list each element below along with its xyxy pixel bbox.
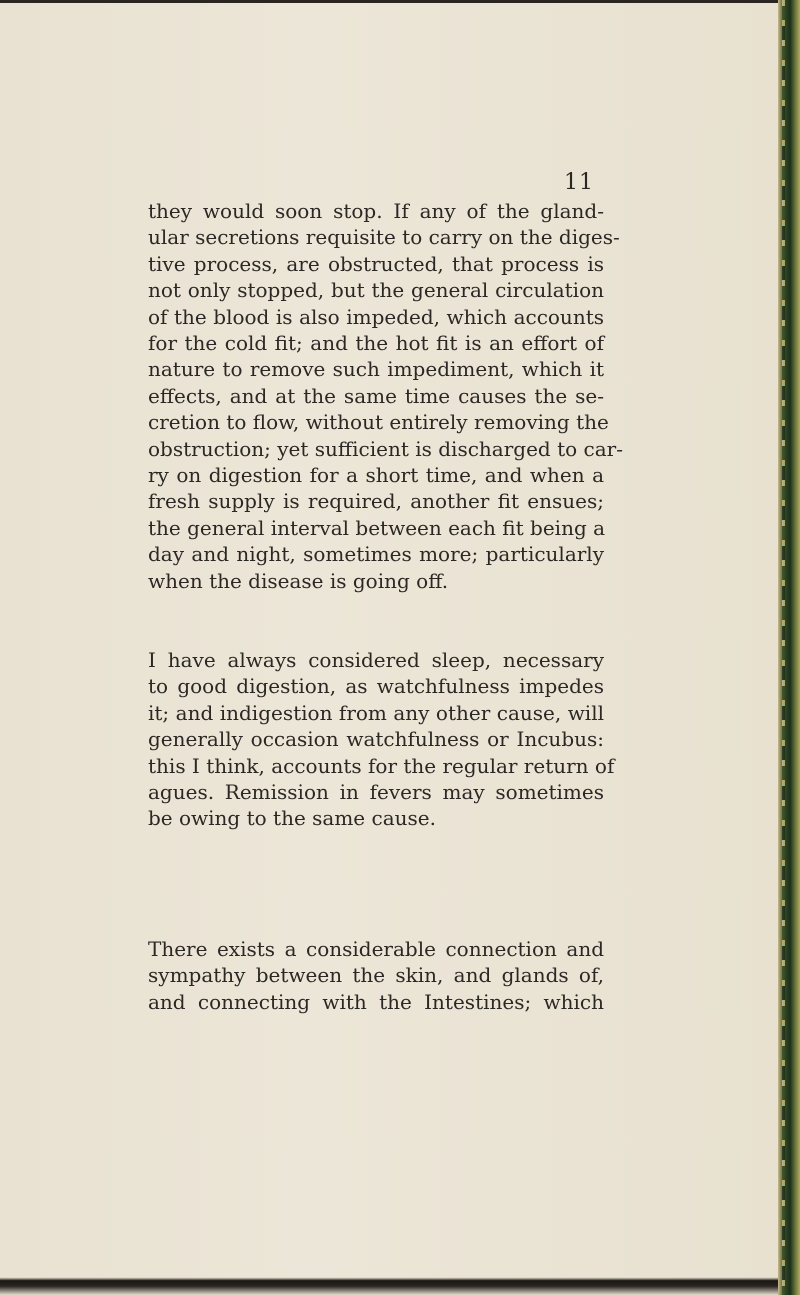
- text-line: not only stopped, but the general circulation: [148, 278, 604, 303]
- page-number: 11: [564, 170, 594, 195]
- text-line: cretion to flow, without entirely removing the: [148, 410, 609, 435]
- text-line: of the blood is also impeded, which accounts: [148, 304, 604, 329]
- page-top-edge: [0, 0, 780, 3]
- text-line: it; and indigestion from any other cause, will: [148, 700, 604, 725]
- paragraph-2: [148, 647, 615, 832]
- text-line: to good digestion, as watchfulness impedes: [148, 674, 604, 699]
- text-line: ular secretions requisite to carry on the diges-: [148, 225, 620, 250]
- page-bottom-edge: [0, 1273, 780, 1295]
- text-line: nature to remove such impediment, which it: [148, 357, 604, 382]
- text-line: agues. Remission in fevers may sometimes: [148, 780, 604, 805]
- text-line: be owing to the same cause.: [148, 806, 436, 831]
- text-line: There exists a considerable connection and: [148, 937, 604, 961]
- text-line: this I think, accounts for the regular return of: [148, 753, 615, 778]
- text-line: fresh supply is required, another fit ensues;: [148, 489, 604, 514]
- text-line: ry on digestion for a short time, and when a: [148, 463, 604, 488]
- paragraph-3: [148, 936, 604, 1015]
- text-line: I have always considered sleep, necessary: [148, 648, 604, 672]
- text-line: sympathy between the skin, and glands of,: [148, 963, 604, 988]
- book-binding-edge: [778, 0, 800, 1295]
- text-line: obstruction; yet sufficient is discharged to car-: [148, 436, 623, 461]
- text-line: they would soon stop. If any of the gland-: [148, 199, 604, 223]
- text-line: and connecting with the Intestines; which: [148, 989, 604, 1014]
- text-line: effects, and at the same time causes the se-: [148, 383, 604, 408]
- paragraph-1: [148, 198, 623, 594]
- text-line: generally occasion watchfulness or Incubus:: [148, 727, 604, 752]
- text-line: the general interval between each fit being a: [148, 515, 606, 540]
- text-line: day and night, sometimes more; particularly: [148, 542, 604, 567]
- text-line: for the cold fit; and the hot fit is an effort of: [148, 331, 604, 356]
- text-line: tive process, are obstructed, that process is: [148, 251, 604, 276]
- text-line: when the disease is going off.: [148, 568, 449, 593]
